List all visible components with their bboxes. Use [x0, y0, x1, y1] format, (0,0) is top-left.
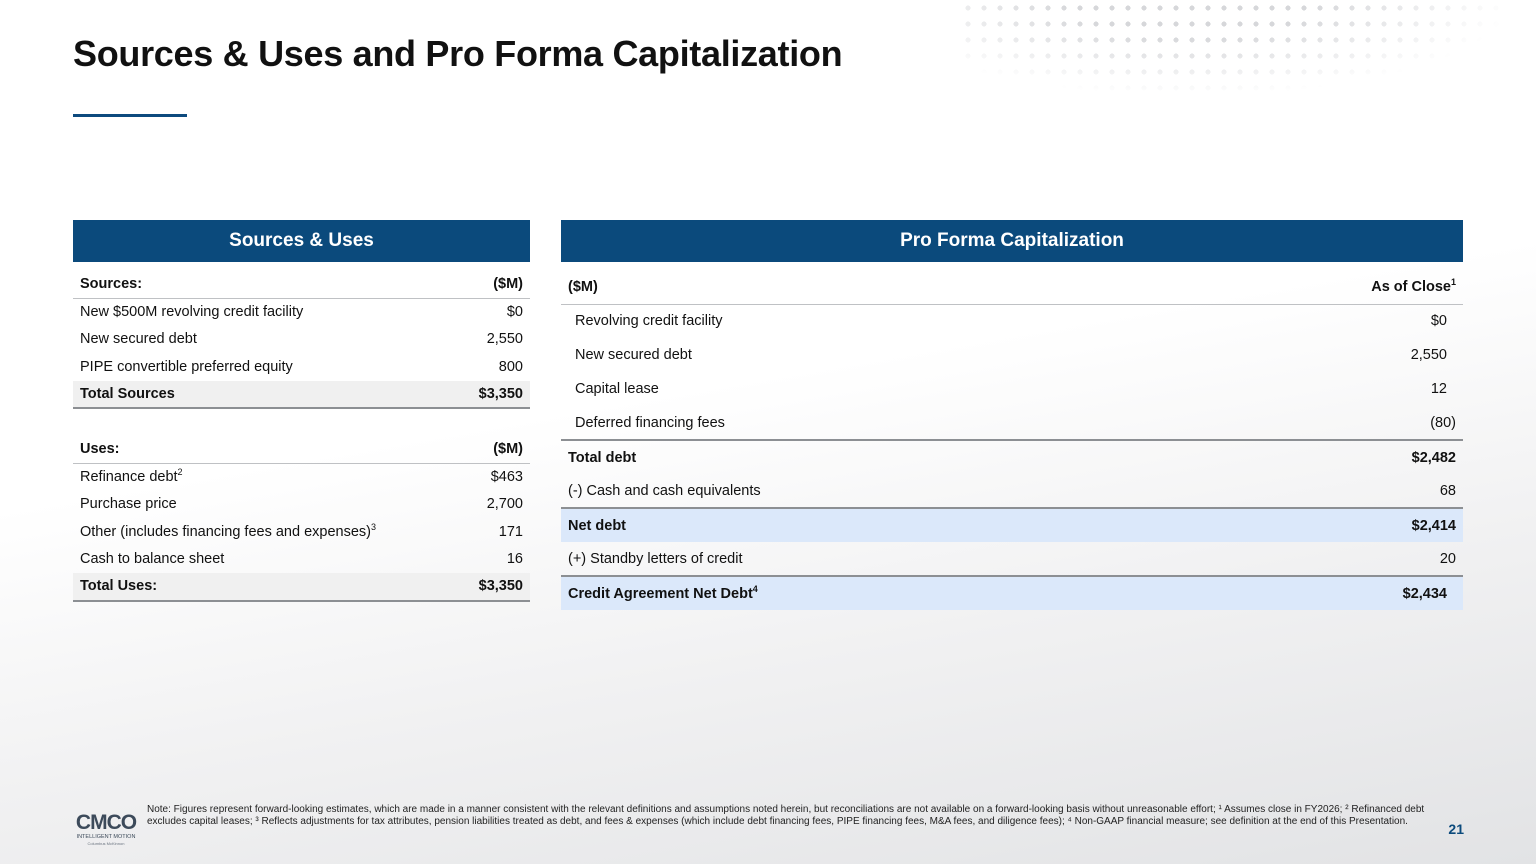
total-sources-row: [73, 381, 530, 409]
sources-uses-header: Sources & Uses: [73, 220, 530, 262]
spacer-row: [73, 408, 530, 435]
net-debt-row: [561, 508, 1463, 542]
title-underline: [73, 114, 187, 117]
unit-label: ($M): [561, 270, 1171, 304]
as-of-close-label: As of Close$^1$: [1171, 270, 1463, 304]
page-number: 21: [1448, 821, 1464, 837]
row-value: $2,434: [1171, 576, 1463, 610]
table-row: [561, 304, 1463, 338]
pro-forma-table: [561, 270, 1463, 610]
table-row: [73, 463, 530, 491]
page-title: Sources & Uses and Pro Forma Capitalization: [73, 33, 843, 74]
unit-label: ($M): [458, 270, 530, 298]
row-label: Purchase price: [80, 496, 177, 513]
cmco-logo-mark: [72, 812, 140, 848]
sources-label: Sources:: [73, 270, 458, 298]
unit-label: ($M): [458, 435, 530, 463]
row-value: (80): [1430, 414, 1456, 431]
row-value: 2,550: [486, 331, 523, 348]
row-label: Other (includes financing fees and expenses)$^3$: [80, 521, 376, 540]
row-label: Credit Agreement Net Debt$^4$: [561, 576, 1171, 610]
row-value: $3,350: [458, 381, 530, 409]
row-label: Total Uses:: [73, 573, 458, 601]
logo-tagline: INTELLIGENT MOTION: [76, 834, 136, 840]
row-label: Net debt: [561, 508, 1171, 542]
row-label: Refinance debt$^2$: [80, 467, 183, 485]
footnote: Note: Figures represent forward-looking estimates, which are made in a manner consistent with the relevant definitions and assumptions noted herein, but reconciliations are not available on a forward-looking basis without unreasonable effort; ¹ Assumes close in FY2026; ² Refinanced debt excludes capital leases; ³ Reflects adjustments for tax attributes, pension liabilities treated as debt, and fees & expenses (which include debt financing fees, PIPE financing fees, M&A fees, and diligence fees); ⁴ Non-GAAP financial measure; see definition at the end of this Presentation.: [147, 804, 1425, 827]
row-label: Revolving credit facility: [575, 313, 723, 330]
row-value: 800: [498, 358, 523, 375]
row-value: $0: [1430, 313, 1447, 330]
row-label: (+) Standby letters of credit: [568, 550, 743, 567]
logo-text: CMCO: [75, 812, 137, 834]
table-row: [73, 326, 530, 354]
row-value: $3,350: [458, 573, 530, 601]
uses-label: Uses:: [73, 435, 458, 463]
row-label: New secured debt: [575, 347, 692, 363]
table-row: [561, 542, 1463, 576]
row-value: $2,482: [1171, 440, 1463, 474]
table-row: [561, 338, 1463, 372]
row-value: 12: [1430, 381, 1447, 397]
decorative-dot-pattern: [960, 0, 1536, 120]
row-label: Total debt: [561, 440, 1171, 474]
table-header-row: [561, 270, 1463, 304]
row-value: 16: [506, 551, 523, 568]
table-row: [73, 353, 530, 381]
total-uses-row: [73, 573, 530, 601]
row-value: $463: [490, 469, 523, 485]
total-debt-row: [561, 440, 1463, 474]
sources-uses-table: [73, 270, 530, 602]
table-row: [561, 372, 1463, 406]
row-value: 2,700: [486, 496, 523, 513]
row-label: Total Sources: [73, 381, 458, 409]
row-label: Cash to balance sheet: [80, 551, 225, 568]
row-label: New $500M revolving credit facility: [80, 304, 304, 320]
table-header-row: [73, 270, 530, 298]
row-label: Capital lease: [575, 381, 659, 397]
table-row: [73, 298, 530, 326]
row-value: 2,550: [1410, 347, 1447, 363]
row-label: Deferred financing fees: [575, 414, 725, 431]
row-value: 20: [1439, 550, 1456, 567]
table-row: [73, 491, 530, 519]
row-label: (-) Cash and cash equivalents: [568, 482, 761, 499]
table-row: [73, 546, 530, 574]
table-header-row: [73, 435, 530, 463]
row-value: 171: [498, 523, 523, 540]
table-row: [561, 474, 1463, 508]
row-value: $0: [506, 304, 523, 320]
row-value: 68: [1439, 482, 1456, 499]
logo-subtext: Columbus McKinnon: [87, 841, 125, 846]
table-row: [561, 406, 1463, 440]
row-value: $2,414: [1171, 508, 1463, 542]
row-label: New secured debt: [80, 331, 197, 348]
company-logo: [72, 812, 140, 853]
credit-agreement-net-debt-row: [561, 576, 1463, 610]
row-label: PIPE convertible preferred equity: [80, 358, 293, 375]
pro-forma-header: Pro Forma Capitalization: [561, 220, 1463, 262]
table-row: [73, 518, 530, 546]
